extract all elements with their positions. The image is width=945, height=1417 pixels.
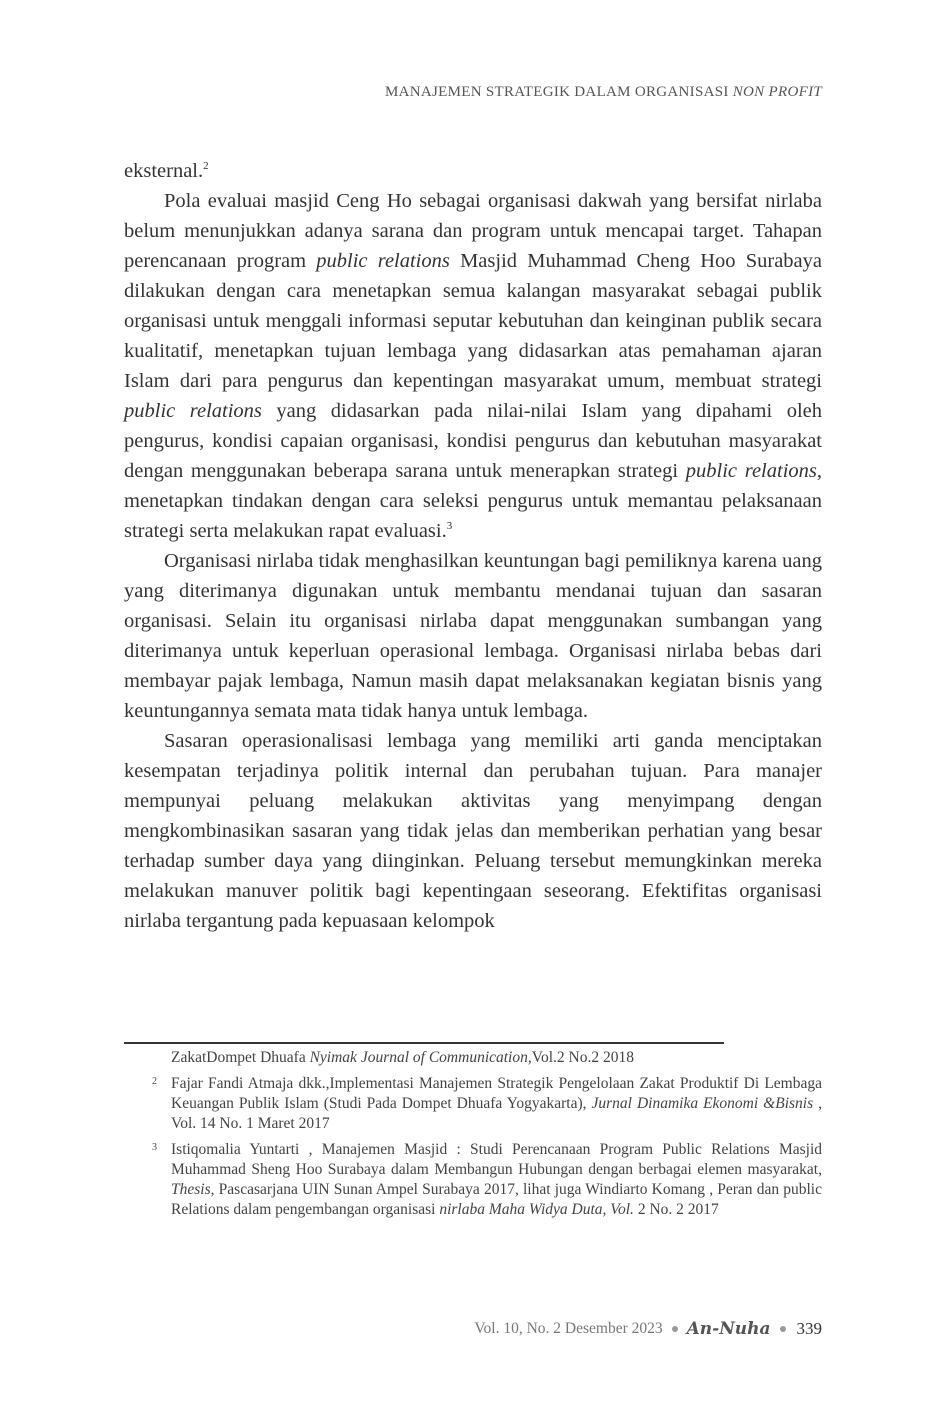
paragraph-3: Organisasi nirlaba tidak menghasilkan keuntungan bagi pemiliknya karena uang yang diterimanya digunakan untuk membantu mendanai tujuan dan sasaran organisasi. Selain itu organisasi nirlaba dapat menggunakan sumbangan yang diterimanya untuk keperluan operasional lembaga. Organisasi nirlaba bebas dari membayar pajak lembaga, Namun masih dapat melaksanakan kegiatan bisnis yang keuntungannya semata mata tidak hanya untuk lembaga. xyxy=(124,550,822,722)
paragraph-1 xyxy=(124,156,822,186)
footnotes xyxy=(124,1048,822,1226)
main-text xyxy=(124,156,822,936)
footnote-continuation-text-b: Vol.2 No.2 2018 xyxy=(531,1049,634,1066)
footnote-2-text-b: , Vol. 14 No. 1 Maret 2017 xyxy=(171,1095,823,1132)
footer-volume: Vol. 10, No. 2 Desember 2023 xyxy=(474,1320,663,1337)
paragraph-2-italic-3: public relations xyxy=(685,460,817,482)
footnote-continuation-italic: Nyimak Journal of Communication, xyxy=(309,1049,532,1066)
footnote-ref-3[interactable]: 3 xyxy=(446,520,453,533)
running-header xyxy=(385,84,822,101)
footnote-2-number: 2 xyxy=(152,1076,157,1087)
footnote-continuation xyxy=(124,1048,822,1068)
running-header-italic: NON PROFIT xyxy=(732,84,822,100)
footnote-ref-2[interactable]: 2 xyxy=(203,160,209,173)
bullet-dot-icon xyxy=(780,1326,786,1332)
paragraph-2 xyxy=(124,186,822,546)
paragraph-4: Sasaran operasionalisasi lembaga yang memiliki arti ganda menciptakan kesempatan terjadinya politik internal dan perubahan tujuan. Para manajer mempunyai peluang melakukan aktivitas yang menyimpang dengan mengkombinasikan sasaran yang tidak jelas dan memberikan perhatian yang besar terhadap sumber daya yang diinginkan. Peluang tersebut memungkinkan mereka melakukan manuver politik bagi kepentingaan seseorang. Efektifitas organisasi nirlaba tergantung pada kepuasaan kelompok xyxy=(124,730,822,932)
paragraph-2-text-a: Pola evaluai masjid Ceng Ho sebagai organisasi dakwah yang bersifat nirlaba belum menunjukkan adanya sarana dan program untuk mencapai target. Tahapan perencanaan program xyxy=(124,190,822,272)
paragraph-2-italic-1: public relations xyxy=(316,250,450,272)
footnote-3-italic-1: Thesis xyxy=(171,1181,211,1198)
footnote-3 xyxy=(124,1140,822,1220)
paragraph-2-text-c: yang didasarkan pada nilai-nilai Islam yang dipahami oleh pengurus, kondisi capaian organisasi, kondisi pengurus dan kebutuhan masyarakat dengan menggunakan beberapa sarana untuk menerapkan strategi xyxy=(124,400,823,482)
footnote-3-italic-2: nirlaba Maha Widya Duta, Vol. xyxy=(439,1201,634,1218)
footnote-3-number: 3 xyxy=(152,1142,157,1153)
paragraph-2-italic-2: public relations xyxy=(124,400,262,422)
footnote-continuation-text-a: ZakatDompet Dhuafa xyxy=(171,1049,310,1066)
paragraph-2-text-b: Masjid Muhammad Cheng Hoo Surabaya dilakukan dengan cara menetapkan semua kalangan masyarakat sebagai publik organisasi untuk menggali informasi seputar kebutuhan dan keinginan publik secara kualitatif, menetapkan tujuan lembaga yang didasarkan atas pemahaman ajaran Islam dari para pengurus dan kepentingan masyarakat umum, membuat strategi xyxy=(124,250,822,392)
page-footer xyxy=(474,1317,822,1341)
footnote-2 xyxy=(124,1074,822,1134)
running-header-text: MANAJEMEN STRATEGIK DALAM ORGANISASI xyxy=(384,84,733,100)
page-number: 339 xyxy=(796,1319,822,1338)
bullet-dot-icon xyxy=(672,1326,678,1332)
journal-logo: An-Nuha xyxy=(686,1319,771,1339)
footnote-2-italic: Jurnal Dinamika Ekonomi &Bisnis xyxy=(591,1095,814,1112)
footnote-divider xyxy=(124,1042,724,1044)
paragraph-2-text-d: , menetapkan tindakan dengan cara seleksi pengurus untuk memantau pelaksanaan strategi serta melakukan rapat evaluasi. xyxy=(124,460,822,542)
footnote-2-text-a: Fajar Fandi Atmaja dkk.,Implementasi Manajemen Strategik Pengelolaan Zakat Produktif Di Lembaga Keuangan Publik Islam (Studi Pada Dompet Dhuafa Yogyakarta), xyxy=(171,1075,822,1112)
footnote-3-text-a: Istiqomalia Yuntarti , Manajemen Masjid : Studi Perencanaan Program Public Relations Masjid Muhammad Sheng Hoo Surabaya dalam Membangun Hubungan dengan berbagai elemen masyarakat, xyxy=(171,1141,822,1178)
footnote-3-text-c: 2 No. 2 2017 xyxy=(633,1201,719,1218)
footnote-3-text-b: , Pascasarjana UIN Sunan Ampel Surabaya 2017, lihat juga Windiarto Komang , Peran dan public Relations dalam pengembangan organisasi xyxy=(171,1181,822,1218)
paragraph-1-text: eksternal. xyxy=(124,160,204,182)
